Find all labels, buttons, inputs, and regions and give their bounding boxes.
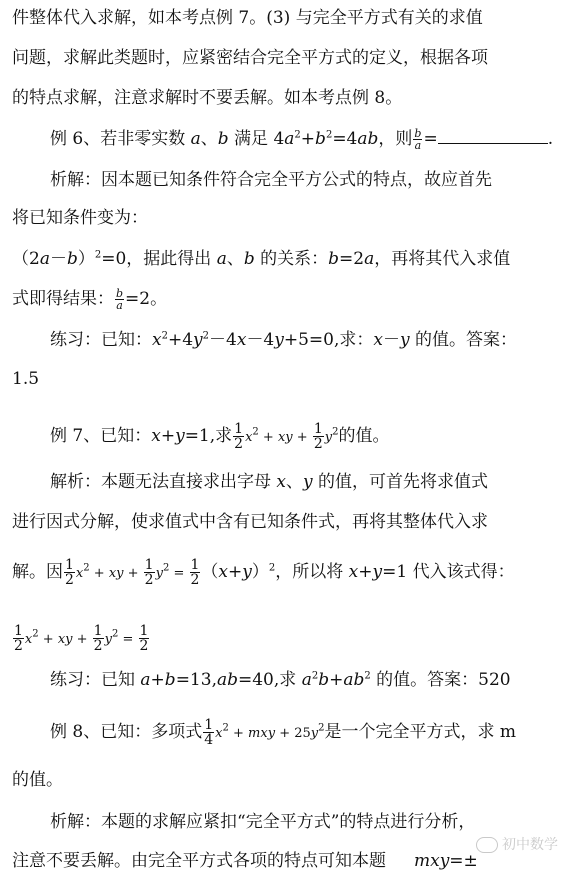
analysis-6-line-2: 将已知条件变为： bbox=[12, 208, 148, 228]
practice-1: 练习：已知：$x^2+4y^2-4x-4y+5=0$,求：x－y 的值。答案： bbox=[50, 330, 518, 350]
analysis-8-line-2: 注意不要丢解。由完全平方式各项的特点可知本题 mxy=± bbox=[12, 851, 478, 871]
fraction-half: $\frac{1}{2}$ bbox=[14, 623, 23, 654]
example-6: 例 6、若非零实数 a、b 满足 $4a^2+b^2=4ab$，则 $\frac{b}{a}$ = . bbox=[50, 127, 554, 152]
fraction-half: $\frac{1}{2}$ bbox=[190, 557, 200, 588]
fraction-b-over-a: $\frac{b}{a}$ bbox=[116, 287, 124, 312]
analysis-7-line-2: 进行因式分解，使求值式中含有已知条件式，再将其整体代入求 bbox=[12, 512, 488, 532]
example-7: 例 7、已知：x+y=1,求 $\frac{1}{2}$ $x^2$ + xy + $\frac{1}{2}$ $y^2$的值。 bbox=[50, 421, 390, 452]
analysis-8-line-1: 析解：本题的求解应紧扣“完全平方式”的特点进行分析， bbox=[50, 812, 476, 832]
analysis-6-line-1: 析解：因本题已知条件符合完全平方公式的特点，故应首先 bbox=[50, 170, 492, 190]
fraction-half: $\frac{1}{2}$ bbox=[313, 421, 323, 452]
analysis-7-result: $\frac{1}{2}$ $x^2$ + xy + $\frac{1}{2}$ $y^2$ = $\frac{1}{2}$ bbox=[14, 623, 149, 654]
fraction-half: $\frac{1}{2}$ bbox=[139, 623, 149, 654]
text-line-1: 件整体代入求解，如本考点例 7。(3) 与完全平方式有关的求值 bbox=[12, 8, 483, 28]
analysis-6-line-4: 式即得结果： $\frac{b}{a}$ =2。 bbox=[12, 287, 168, 312]
analysis-7-line-3: 解。因 $\frac{1}{2}$ $x^2$ + xy + $\frac{1}{2}$ $y^2$ = $\frac{1}{2}$ $(x+y)^2$，所以将 x+y=1 代入该式得： bbox=[12, 557, 515, 588]
fraction-half: $\frac{1}{2}$ bbox=[234, 421, 244, 452]
fraction-b-over-a: $\frac{b}{a}$ bbox=[414, 127, 422, 152]
example-8-line-2: 的值。 bbox=[12, 770, 63, 790]
analysis-7-line-1: 解析：本题无法直接求出字母 x、y 的值，可首先将求值式 bbox=[50, 472, 489, 492]
practice-2: 练习：已知 a+b=13,ab=40,求 $a^2b+ab^2$ 的值。答案：520 bbox=[50, 670, 511, 690]
text-line-2: 问题，求解此类题时，应紧密结合完全平方式的定义，根据各项 bbox=[12, 48, 488, 68]
fraction-half: $\frac{1}{2}$ bbox=[93, 623, 103, 654]
example-8: 例 8、已知：多项式 $\frac{1}{4}$ $x^2$ + mxy + $25y^2$是一个完全平方式，求 m bbox=[50, 717, 517, 748]
text-line-3: 的特点求解，注意求解时不要丢解。如本考点例 8。 bbox=[12, 88, 403, 108]
chat-icon bbox=[476, 837, 498, 853]
practice-1-answer: 1.5 bbox=[12, 369, 40, 389]
fraction-quarter: $\frac{1}{4}$ bbox=[204, 717, 214, 748]
fraction-half: $\frac{1}{2}$ bbox=[144, 557, 154, 588]
answer-blank bbox=[438, 129, 548, 144]
fraction-half: $\frac{1}{2}$ bbox=[65, 557, 74, 588]
watermark: 初中数学 bbox=[476, 834, 558, 854]
analysis-6-line-3: $(2a-b)^2=0$，据此得出 a、b 的关系：b=2a，再将其代入求值 bbox=[12, 249, 511, 269]
